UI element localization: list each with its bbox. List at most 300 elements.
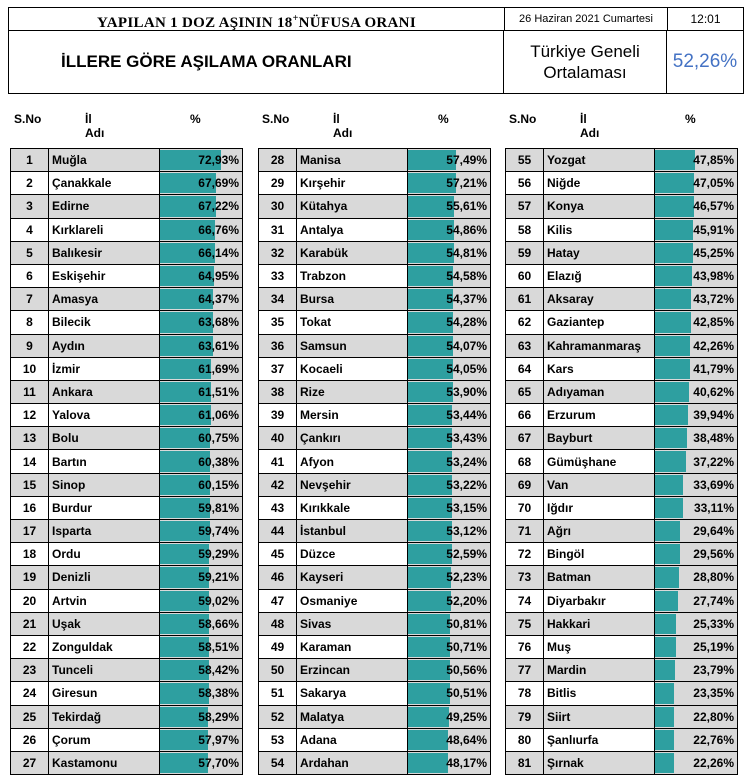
rate-cell: [408, 264, 491, 287]
province-name: Kırklareli: [49, 218, 160, 241]
rate-value: 47,05%: [693, 176, 734, 191]
province-name: Ordu: [49, 543, 160, 566]
table-row: [506, 659, 738, 682]
table-row: [506, 195, 738, 218]
rate-value: 54,07%: [446, 338, 487, 353]
table-row: [259, 195, 491, 218]
row-number: 13: [11, 427, 49, 450]
province-name: Antalya: [297, 218, 408, 241]
table-row: [11, 496, 243, 519]
row-number: 38: [259, 380, 297, 403]
province-name: Şırnak: [544, 751, 655, 774]
row-number: 71: [506, 520, 544, 543]
rate-bar: [408, 683, 450, 703]
rate-cell: [408, 520, 491, 543]
rate-cell: [160, 450, 243, 473]
rate-value: 64,95%: [198, 269, 239, 284]
row-number: 6: [11, 264, 49, 287]
table-row: [506, 612, 738, 635]
table-row: [11, 149, 243, 172]
rate-value: 72,93%: [198, 153, 239, 168]
table-row: [259, 589, 491, 612]
rate-value: 54,37%: [446, 292, 487, 307]
rate-cell: [655, 589, 738, 612]
rate-value: 57,97%: [198, 732, 239, 747]
rate-cell: [160, 589, 243, 612]
table-row: [11, 473, 243, 496]
table-row: [11, 334, 243, 357]
table-row: [259, 751, 491, 774]
rate-value: 54,05%: [446, 361, 487, 376]
rate-cell: [655, 612, 738, 635]
province-name: Erzurum: [544, 404, 655, 427]
rate-cell: [655, 172, 738, 195]
column-header-pct: %: [190, 112, 201, 126]
table-row: [259, 473, 491, 496]
table-row: [259, 659, 491, 682]
row-number: 33: [259, 264, 297, 287]
table-row: [259, 612, 491, 635]
table-row: [506, 149, 738, 172]
rate-bar: [408, 544, 452, 564]
row-number: 63: [506, 334, 544, 357]
table-row: [506, 218, 738, 241]
rate-value: 54,86%: [446, 222, 487, 237]
province-name: Gaziantep: [544, 311, 655, 334]
column-header-name: İl Adı: [580, 112, 600, 140]
rate-cell: [408, 241, 491, 264]
row-number: 2: [11, 172, 49, 195]
row-number: 58: [506, 218, 544, 241]
rate-value: 58,51%: [198, 640, 239, 655]
rate-bar: [655, 150, 695, 170]
row-number: 52: [259, 705, 297, 728]
province-name: Tunceli: [49, 659, 160, 682]
table-row: [259, 172, 491, 195]
report-time: 12:01: [690, 12, 721, 26]
row-number: 12: [11, 404, 49, 427]
row-number: 61: [506, 288, 544, 311]
rate-cell: [655, 334, 738, 357]
rate-bar: [655, 266, 692, 286]
province-name: Çankırı: [297, 427, 408, 450]
rate-value: 63,68%: [198, 315, 239, 330]
row-number: 45: [259, 543, 297, 566]
province-name: Diyarbakır: [544, 589, 655, 612]
rate-cell: [160, 172, 243, 195]
province-name: Elazığ: [544, 264, 655, 287]
row-number: 3: [11, 195, 49, 218]
row-number: 23: [11, 659, 49, 682]
column-header-sno: S.No: [14, 112, 42, 126]
rate-bar: [655, 196, 694, 216]
table-row: [259, 311, 491, 334]
rate-value: 46,57%: [693, 199, 734, 214]
rate-value: 50,81%: [446, 616, 487, 631]
province-name: İzmir: [49, 357, 160, 380]
row-number: 49: [259, 635, 297, 658]
rate-bar: [408, 660, 450, 680]
table-row: [259, 450, 491, 473]
row-number: 54: [259, 751, 297, 774]
rate-cell: [655, 380, 738, 403]
table-row: [506, 751, 738, 774]
rate-value: 64,37%: [198, 292, 239, 307]
rate-cell: [655, 659, 738, 682]
table-row: [259, 635, 491, 658]
province-name: Malatya: [297, 705, 408, 728]
row-number: 8: [11, 311, 49, 334]
row-number: 16: [11, 496, 49, 519]
national-average-value: 52,26%: [672, 50, 738, 72]
rate-value: 52,23%: [446, 570, 487, 585]
rate-cell: [160, 334, 243, 357]
rate-value: 53,90%: [446, 384, 487, 399]
row-number: 44: [259, 520, 297, 543]
row-number: 27: [11, 751, 49, 774]
rate-bar: [655, 220, 693, 240]
rate-bar: [408, 567, 451, 587]
table-row: [11, 218, 243, 241]
row-number: 43: [259, 496, 297, 519]
table-row: [506, 635, 738, 658]
row-number: 62: [506, 311, 544, 334]
province-name: Kırşehir: [297, 172, 408, 195]
rate-cell: [160, 682, 243, 705]
rate-value: 49,25%: [446, 709, 487, 724]
table-row: [11, 659, 243, 682]
table-row: [11, 751, 243, 774]
rate-bar: [655, 243, 693, 263]
row-number: 32: [259, 241, 297, 264]
rate-cell: [408, 334, 491, 357]
top-bar: [8, 7, 744, 31]
table-row: [11, 682, 243, 705]
rate-cell: [160, 427, 243, 450]
rate-cell: [655, 520, 738, 543]
rate-value: 22,80%: [693, 709, 734, 724]
province-table: [10, 148, 243, 775]
rate-value: 67,69%: [198, 176, 239, 191]
rate-cell: [655, 241, 738, 264]
rate-bar: [408, 730, 448, 750]
province-name: Çorum: [49, 728, 160, 751]
row-number: 50: [259, 659, 297, 682]
province-name: Nevşehir: [297, 473, 408, 496]
rate-bar: [655, 660, 675, 680]
column-header-sno: S.No: [262, 112, 290, 126]
table-row: [11, 404, 243, 427]
rate-value: 57,49%: [446, 153, 487, 168]
province-name: Manisa: [297, 149, 408, 172]
row-number: 10: [11, 357, 49, 380]
rate-bar: [655, 637, 676, 657]
table-row: [259, 264, 491, 287]
province-name: Kastamonu: [49, 751, 160, 774]
rate-cell: [160, 496, 243, 519]
rate-cell: [655, 218, 738, 241]
table-row: [506, 334, 738, 357]
province-name: Tekirdağ: [49, 705, 160, 728]
row-number: 22: [11, 635, 49, 658]
rate-bar: [655, 683, 674, 703]
rate-value: 60,15%: [198, 477, 239, 492]
rate-cell: [160, 728, 243, 751]
rate-value: 61,51%: [198, 384, 239, 399]
rate-cell: [160, 195, 243, 218]
row-number: 70: [506, 496, 544, 519]
rate-value: 22,76%: [693, 732, 734, 747]
row-number: 11: [11, 380, 49, 403]
province-name: Yalova: [49, 404, 160, 427]
rate-cell: [408, 404, 491, 427]
table-row: [506, 589, 738, 612]
province-table: [258, 148, 491, 775]
province-name: Kahramanmaraş: [544, 334, 655, 357]
rate-cell: [408, 612, 491, 635]
table-row: [259, 543, 491, 566]
row-number: 37: [259, 357, 297, 380]
province-name: Bingöl: [544, 543, 655, 566]
table-row: [259, 149, 491, 172]
table-row: [11, 728, 243, 751]
rate-bar: [655, 730, 674, 750]
rate-cell: [655, 566, 738, 589]
row-number: 79: [506, 705, 544, 728]
rate-cell: [408, 589, 491, 612]
row-number: 72: [506, 543, 544, 566]
province-name: Artvin: [49, 589, 160, 612]
rate-cell: [655, 264, 738, 287]
rate-value: 43,72%: [693, 292, 734, 307]
header-section: [8, 30, 744, 94]
table-row: [11, 566, 243, 589]
rate-value: 40,62%: [693, 384, 734, 399]
rate-value: 37,22%: [693, 454, 734, 469]
report-title-sup: +: [292, 13, 299, 24]
rate-value: 54,28%: [446, 315, 487, 330]
row-number: 18: [11, 543, 49, 566]
table-row: [11, 172, 243, 195]
rate-value: 47,85%: [693, 153, 734, 168]
table-row: [259, 728, 491, 751]
rate-value: 55,61%: [446, 199, 487, 214]
rate-value: 48,64%: [446, 732, 487, 747]
row-number: 78: [506, 682, 544, 705]
row-number: 66: [506, 404, 544, 427]
rate-value: 45,25%: [693, 245, 734, 260]
table-row: [259, 357, 491, 380]
table-row: [506, 728, 738, 751]
row-number: 73: [506, 566, 544, 589]
rate-cell: [408, 450, 491, 473]
rate-value: 50,51%: [446, 686, 487, 701]
province-name: Edirne: [49, 195, 160, 218]
table-row: [259, 566, 491, 589]
province-name: Batman: [544, 566, 655, 589]
rate-cell: [408, 635, 491, 658]
rate-bar: [655, 591, 678, 611]
province-name: Ankara: [49, 380, 160, 403]
province-name: Zonguldak: [49, 635, 160, 658]
avg-label-line2: Ortalaması: [543, 62, 627, 82]
rate-value: 41,79%: [693, 361, 734, 376]
province-table: [505, 148, 738, 775]
table-row: [259, 404, 491, 427]
table-row: [259, 218, 491, 241]
province-name: Konya: [544, 195, 655, 218]
rate-bar: [655, 707, 674, 727]
rate-value: 59,21%: [198, 570, 239, 585]
rate-cell: [160, 543, 243, 566]
province-name: Rize: [297, 380, 408, 403]
rate-value: 63,61%: [198, 338, 239, 353]
rate-cell: [160, 288, 243, 311]
table-row: [506, 357, 738, 380]
rate-value: 33,11%: [693, 500, 734, 515]
row-number: 57: [506, 195, 544, 218]
column-header-pct: %: [685, 112, 696, 126]
rate-value: 61,69%: [198, 361, 239, 376]
table-row: [11, 543, 243, 566]
province-name: Kayseri: [297, 566, 408, 589]
rate-value: 54,58%: [446, 269, 487, 284]
rate-cell: [655, 357, 738, 380]
table-row: [506, 450, 738, 473]
rate-cell: [160, 612, 243, 635]
province-name: Muş: [544, 635, 655, 658]
rate-value: 42,85%: [693, 315, 734, 330]
table-row: [506, 427, 738, 450]
table-row: [506, 473, 738, 496]
rate-value: 43,98%: [693, 269, 734, 284]
rate-value: 53,15%: [446, 500, 487, 515]
row-number: 34: [259, 288, 297, 311]
table-row: [259, 705, 491, 728]
rate-cell: [160, 149, 243, 172]
rate-cell: [408, 149, 491, 172]
province-name: Burdur: [49, 496, 160, 519]
rate-bar: [655, 475, 683, 495]
province-name: Aydın: [49, 334, 160, 357]
province-name: Şanlıurfa: [544, 728, 655, 751]
rate-bar: [655, 753, 674, 773]
rate-cell: [408, 728, 491, 751]
rate-cell: [160, 473, 243, 496]
province-name: Yozgat: [544, 149, 655, 172]
rate-bar: [408, 614, 450, 634]
rate-cell: [408, 288, 491, 311]
province-name: Bitlis: [544, 682, 655, 705]
rate-value: 25,33%: [693, 616, 734, 631]
province-name: İstanbul: [297, 520, 408, 543]
rate-cell: [655, 311, 738, 334]
province-name: Samsun: [297, 334, 408, 357]
rate-value: 59,81%: [198, 500, 239, 515]
rate-value: 29,64%: [693, 524, 734, 539]
province-name: Mersin: [297, 404, 408, 427]
row-number: 15: [11, 473, 49, 496]
province-name: Kocaeli: [297, 357, 408, 380]
row-number: 47: [259, 589, 297, 612]
province-name: Bilecik: [49, 311, 160, 334]
rate-value: 29,56%: [693, 547, 734, 562]
province-name: Afyon: [297, 450, 408, 473]
table-row: [11, 264, 243, 287]
row-number: 65: [506, 380, 544, 403]
rate-value: 53,24%: [446, 454, 487, 469]
province-name: Balıkesir: [49, 241, 160, 264]
rate-value: 60,75%: [198, 431, 239, 446]
province-name: Trabzon: [297, 264, 408, 287]
rate-cell: [655, 288, 738, 311]
table-row: [11, 288, 243, 311]
rate-value: 50,56%: [446, 663, 487, 678]
rate-cell: [655, 543, 738, 566]
table-row: [506, 520, 738, 543]
rate-cell: [408, 659, 491, 682]
table-row: [259, 241, 491, 264]
table-row: [506, 380, 738, 403]
rate-cell: [655, 705, 738, 728]
province-name: Hatay: [544, 241, 655, 264]
province-name: Kilis: [544, 218, 655, 241]
row-number: 36: [259, 334, 297, 357]
report-title-main: YAPILAN 1 DOZ AŞININ 18: [97, 15, 293, 31]
province-name: Uşak: [49, 612, 160, 635]
table-row: [11, 705, 243, 728]
national-average-label: [504, 30, 667, 93]
rate-cell: [408, 172, 491, 195]
rate-cell: [160, 635, 243, 658]
rate-bar: [655, 567, 679, 587]
row-number: 9: [11, 334, 49, 357]
rate-cell: [408, 357, 491, 380]
rate-cell: [408, 427, 491, 450]
rate-bar: [655, 498, 683, 518]
table-row: [11, 520, 243, 543]
row-number: 20: [11, 589, 49, 612]
province-name: Düzce: [297, 543, 408, 566]
province-name: Sivas: [297, 612, 408, 635]
table-row: [506, 241, 738, 264]
rate-value: 53,22%: [446, 477, 487, 492]
row-number: 75: [506, 612, 544, 635]
province-name: Karaman: [297, 635, 408, 658]
rate-cell: [408, 566, 491, 589]
rate-cell: [655, 635, 738, 658]
table-row: [11, 380, 243, 403]
rate-bar: [655, 382, 689, 402]
rate-value: 50,71%: [446, 640, 487, 655]
rate-bar: [655, 405, 688, 425]
table-row: [11, 357, 243, 380]
table-row: [11, 612, 243, 635]
rate-cell: [160, 566, 243, 589]
province-name: Bayburt: [544, 427, 655, 450]
row-number: 46: [259, 566, 297, 589]
province-name: Muğla: [49, 149, 160, 172]
row-number: 76: [506, 635, 544, 658]
row-number: 56: [506, 172, 544, 195]
table-row: [506, 172, 738, 195]
rate-cell: [408, 682, 491, 705]
rate-value: 53,43%: [446, 431, 487, 446]
table-row: [259, 288, 491, 311]
row-number: 17: [11, 520, 49, 543]
rate-cell: [160, 264, 243, 287]
row-number: 1: [11, 149, 49, 172]
